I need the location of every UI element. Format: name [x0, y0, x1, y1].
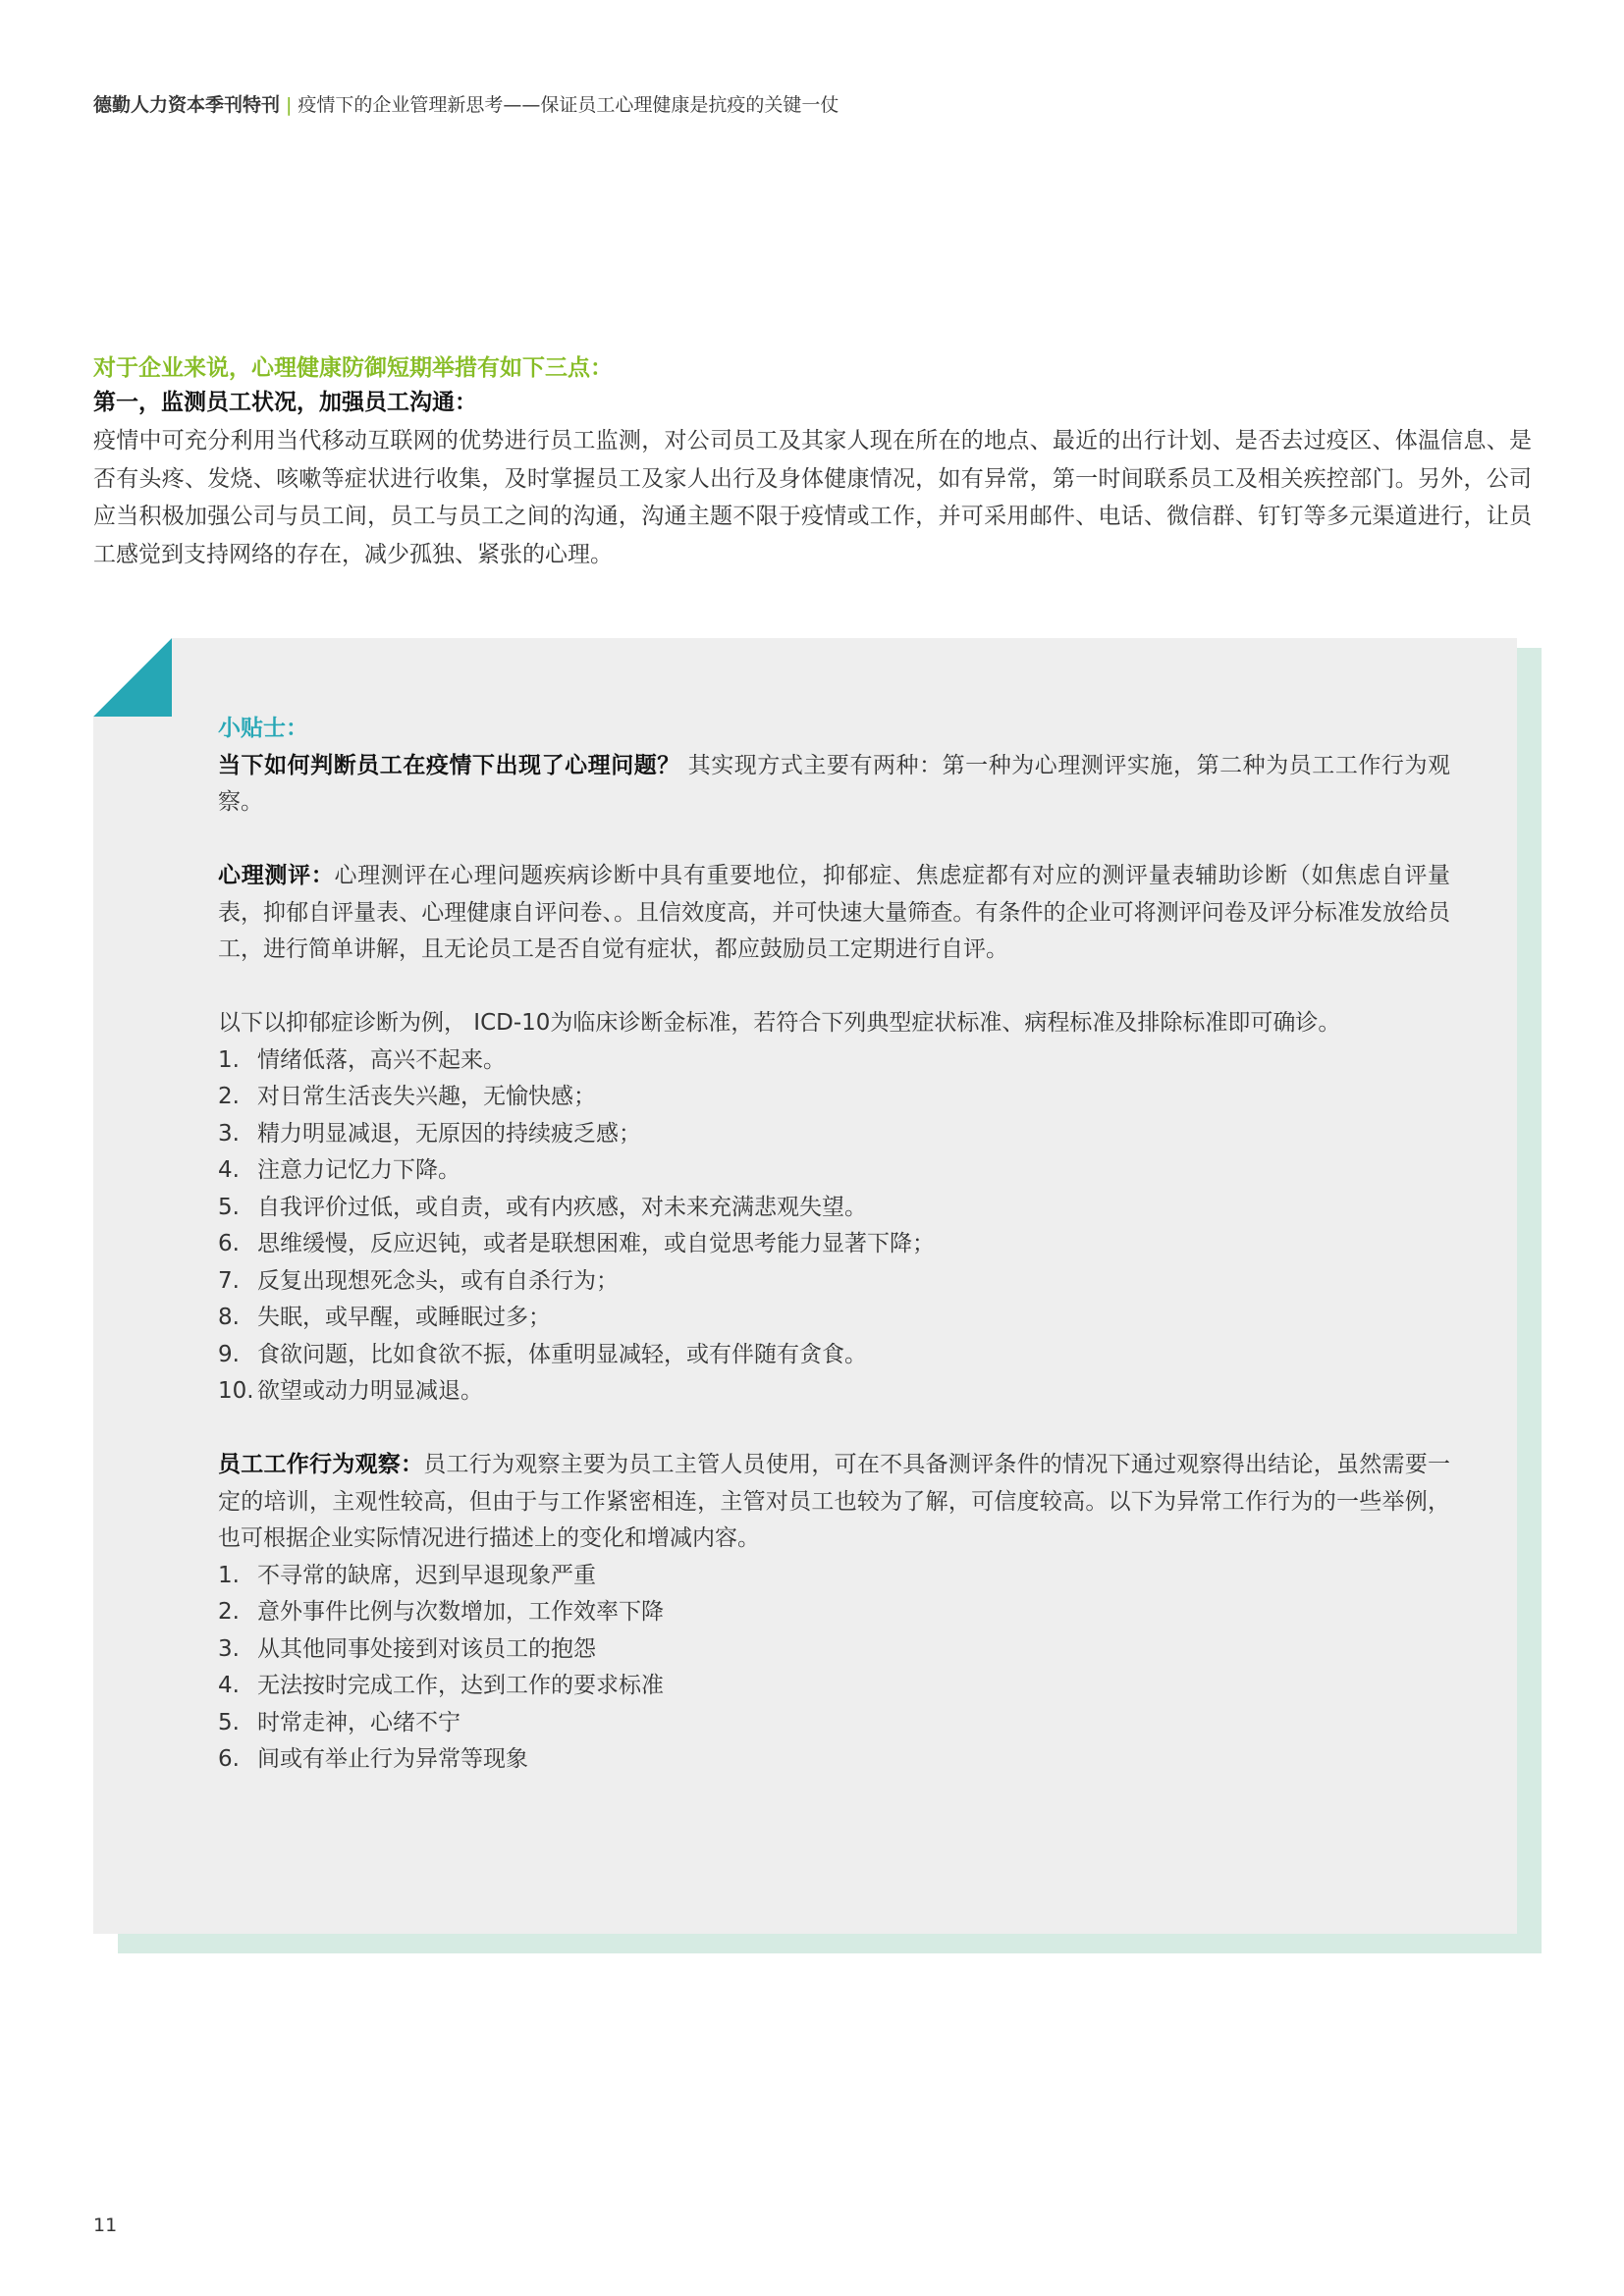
list-item: 4. 无法按时完成工作，达到工作的要求标准 — [218, 1673, 664, 1698]
list-item: 10. 欲望或动力明显减退。 — [218, 1378, 483, 1404]
assessment-text: 心理测评在心理问题疾病诊断中具有重要地位，抑郁症、焦虑症都有对应的测评量表辅助诊断（如焦虑自评量表，抑郁自评量表、心理健康自评问卷、。且信效度高，并可快速大量筛查。有条件的企业可将测评问卷及评分标准发放给员工，进行简单讲解，且无论员工是否自觉有症状，都应鼓励员工定期进行自评。 — [218, 863, 1451, 962]
depression-intro: 以下以抑郁症诊断为例， ICD-10为临床诊断金标准，若符合下列典型症状标准、病程标准及排除标准即可确诊。 — [218, 1010, 1341, 1036]
list-item: 2. 意外事件比例与次数增加，工作效率下降 — [218, 1599, 664, 1625]
list-item: 1. 不寻常的缺席，迟到早退现象严重 — [218, 1562, 596, 1588]
observation-label: 员工工作行为观察： — [218, 1452, 424, 1477]
observation-paragraph — [218, 1447, 1450, 1558]
tip-title: 小贴士： — [218, 716, 308, 741]
section-heading: 对于企业来说，心理健康防御短期举措有如下三点： — [93, 355, 613, 381]
assessment-paragraph — [218, 858, 1450, 969]
list-item: 2. 对日常生活丧失兴趣，无愉快感； — [218, 1084, 596, 1109]
subsection-heading: 第一，监测员工状况，加强员工沟通： — [93, 390, 477, 415]
list-item: 5. 时常走神，心绪不宁 — [218, 1709, 460, 1735]
list-item: 4. 注意力记忆力下降。 — [218, 1157, 460, 1183]
assessment-label: 心理测评： — [218, 863, 335, 888]
list-item: 9. 食欲问题，比如食欲不振，体重明显减轻，或有伴随有贪食。 — [218, 1341, 867, 1367]
list-item: 5. 自我评价过低，或自责，或有内疚感，对未来充满悲观失望。 — [218, 1194, 867, 1220]
header-separator: | — [286, 94, 293, 116]
list-item: 7. 反复出现想死念头，或有自杀行为； — [218, 1267, 619, 1294]
observation-text: 员工行为观察主要为员工主管人员使用，可在不具备测评条件的情况下通过观察得出结论，虽然需要一定的培训，主观性较高，但由于与工作紧密相连，主管对员工也较为了解，可信度较高。以下为异常工作行为的一些举例，也可根据企业实际情况进行描述上的变化和增减内容。 — [218, 1452, 1451, 1551]
header-title: 疫情下的企业管理新思考——保证员工心理健康是抗疫的关键一仗 — [298, 94, 839, 116]
tip-question — [218, 748, 1450, 822]
running-header — [93, 90, 839, 117]
page-number: 11 — [93, 2215, 118, 2236]
list-item: 1. 情绪低落，高兴不起来。 — [218, 1046, 506, 1073]
header-brand: 德勤人力资本季刊特刊 — [93, 94, 281, 116]
tip-content — [218, 711, 1450, 1779]
symptom-list — [218, 1042, 1450, 1411]
tip-corner-triangle-icon — [93, 638, 172, 717]
list-item: 3. 从其他同事处接到对该员工的抱怨 — [218, 1635, 596, 1662]
intro-section — [93, 351, 1532, 573]
tip-question-rest: 其实现方式主要有两种：第一种为心理测评实施，第二种为员工工作行为观察。 — [218, 752, 1451, 815]
behavior-list — [218, 1558, 1450, 1779]
list-item: 3. 精力明显减退，无原因的持续疲乏感； — [218, 1120, 641, 1147]
list-item: 8. 失眠，或早醒，或睡眠过多； — [218, 1305, 551, 1330]
tip-question-bold: 当下如何判断员工在疫情下出现了心理问题？ — [218, 752, 680, 778]
list-item: 6. 思维缓慢，反应迟钝，或者是联想困难，或自觉思考能力显著下降； — [218, 1231, 935, 1256]
list-item: 6. 间或有举止行为异常等现象 — [218, 1746, 528, 1772]
intro-paragraph: 疫情中可充分利用当代移动互联网的优势进行员工监测，对公司员工及其家人现在所在的地点、最近的出行计划、是否去过疫区、体温信息、是否有头疼、发烧、咳嗽等症状进行收集，及时掌握员工及家人出行及身体健康情况，如有异常，第一时间联系员工及相关疾控部门。另外，公司应当积极加强公司与员工间，员工与员工之间的沟通，沟通主题不限于疫情或工作，并可采用邮件、电话、微信群、钉钉等多元渠道进行，让员工感觉到支持网络的存在，减少孤独、紧张的心理。 — [93, 428, 1532, 567]
